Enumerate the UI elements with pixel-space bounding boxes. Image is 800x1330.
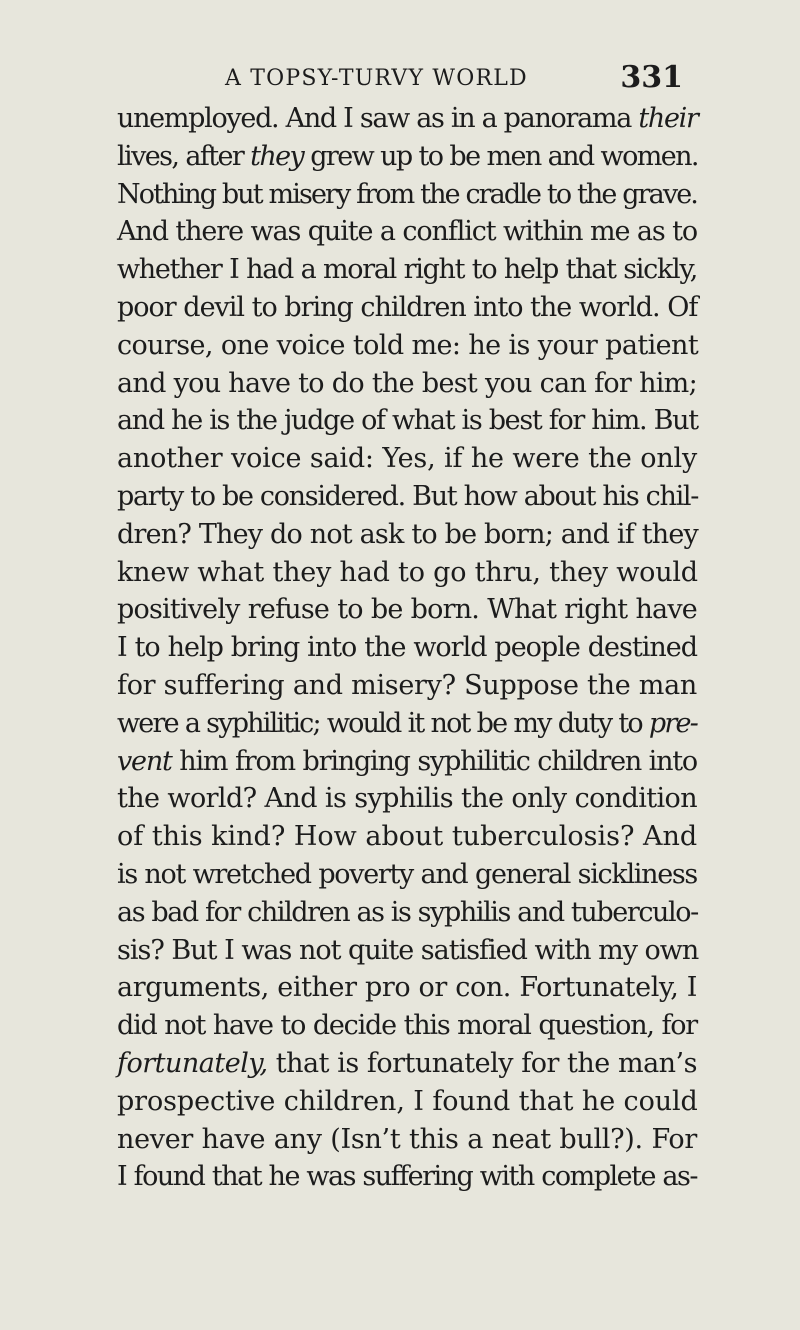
text-segment: I found that he was suffering with complete as- — [117, 1161, 697, 1193]
text-segment: and he is the judge of what is best for him. But — [117, 405, 698, 437]
text-segment: that is fortunately for the man’s — [267, 1047, 697, 1079]
text-segment: and you have to do the best you can for him; — [117, 367, 697, 399]
text-line — [117, 969, 697, 1007]
text-segment: is not wretched poverty and general sickliness — [117, 858, 697, 890]
text-segment: Nothing but misery from the cradle to the grave. — [117, 178, 697, 210]
italic-text: vent — [117, 745, 172, 777]
text-line — [117, 478, 697, 516]
text-line — [117, 327, 697, 365]
text-line — [117, 894, 697, 932]
text-line — [117, 1121, 697, 1159]
italic-text: their — [638, 103, 698, 134]
text-segment: did not have to decide this moral question, for — [117, 1010, 697, 1042]
text-line — [117, 780, 697, 818]
text-segment: him from bringing syphilitic children into — [171, 745, 697, 777]
text-segment: And there was quite a conflict within me as to — [117, 216, 697, 248]
text-line — [117, 100, 697, 138]
text-line — [117, 251, 697, 289]
text-segment: the world? And is syphilis the only condition — [117, 783, 697, 815]
running-title: A TOPSY-TURVY WORLD — [225, 66, 528, 91]
text-line — [117, 591, 697, 629]
italic-text: pre- — [648, 707, 697, 739]
text-line — [117, 629, 697, 667]
text-line — [117, 554, 697, 592]
text-line — [117, 932, 697, 970]
page-number: 331 — [620, 60, 683, 95]
text-line — [117, 743, 697, 781]
text-line — [117, 667, 697, 705]
text-segment: course, one voice told me: he is your patient — [117, 329, 699, 361]
text-segment: I to help bring into the world people destined — [117, 632, 697, 664]
text-line — [117, 818, 697, 856]
text-segment: of this kind? How about tuberculosis? And — [117, 821, 698, 853]
text-line — [117, 213, 697, 251]
running-head — [118, 58, 683, 98]
text-line — [117, 1158, 697, 1196]
text-segment: unemployed. And I saw as in a panorama — [117, 103, 639, 134]
text-segment: arguments, either pro or con. Fortunately, I — [117, 972, 697, 1004]
text-line — [117, 705, 697, 743]
text-segment: positively refuse to be born. What right have — [117, 594, 697, 626]
text-segment: for suffering and misery? Suppose the man — [117, 669, 697, 701]
text-line — [117, 176, 697, 214]
text-segment: poor devil to bring children into the world. Of — [117, 291, 698, 323]
text-segment: never have any (Isn’t this a neat bull?). For — [117, 1123, 697, 1155]
text-segment: sis? But I was not quite satisfied with my own — [117, 934, 699, 966]
text-segment: as bad for children as is syphilis and tuberculo- — [117, 896, 698, 928]
text-line — [117, 402, 697, 440]
italic-text: they — [250, 140, 304, 172]
text-line — [117, 138, 697, 176]
text-line — [117, 440, 697, 478]
text-line — [117, 856, 697, 894]
text-segment: party to be considered. But how about his chil- — [117, 480, 699, 512]
text-line — [117, 1083, 697, 1121]
text-line — [117, 365, 697, 403]
text-segment: were a syphilitic; would it not be my duty to — [117, 707, 649, 739]
text-segment: another voice said: Yes, if he were the only — [117, 443, 697, 475]
text-segment: knew what they had to go thru, they would — [117, 556, 698, 588]
body-text — [117, 100, 697, 1196]
text-segment: dren? They do not ask to be born; and if they — [117, 518, 699, 550]
text-segment: lives, after — [117, 140, 251, 172]
text-segment: grew up to be men and women. — [303, 140, 698, 172]
text-line — [117, 1045, 697, 1083]
text-line — [117, 516, 697, 554]
text-segment: whether I had a moral right to help that sickly, — [117, 254, 697, 286]
text-segment: prospective children, I found that he could — [117, 1085, 698, 1117]
italic-text: fortunately, — [117, 1047, 268, 1079]
text-line — [117, 289, 697, 327]
text-line — [117, 1007, 697, 1045]
